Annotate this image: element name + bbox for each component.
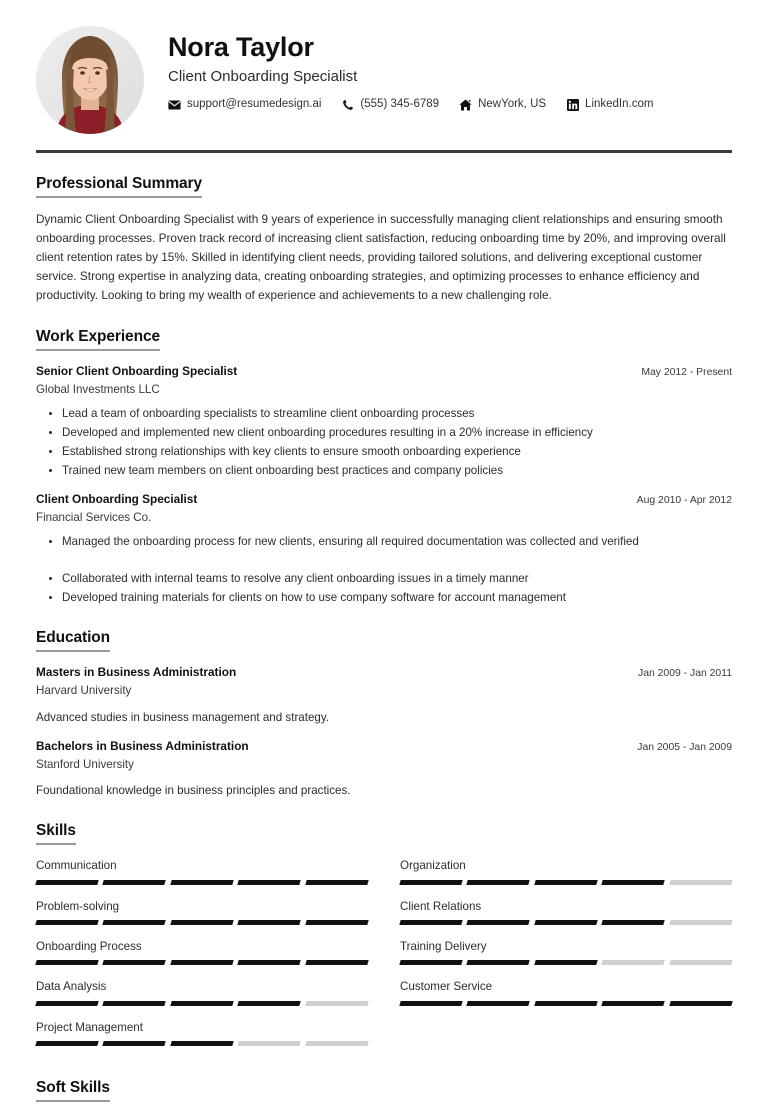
skill-segment-filled (103, 1001, 167, 1006)
education-entry-head (36, 738, 732, 755)
section-education (36, 629, 732, 800)
skill-segment-filled (238, 1001, 302, 1006)
skill-segment-filled (399, 920, 463, 925)
skill-segment-empty (305, 1041, 369, 1046)
skill-segment-filled (305, 920, 369, 925)
home-icon (459, 99, 472, 112)
page-title: Nora Taylor (168, 32, 314, 62)
education-degree: Masters in Business Administration (36, 665, 237, 680)
skill-segment-filled (103, 880, 167, 885)
skill-segment-filled (103, 1041, 167, 1046)
skill-rating-bar (400, 920, 732, 925)
skill-segment-filled (170, 920, 234, 925)
experience-role: Client Onboarding Specialist (36, 491, 198, 506)
list-item: Collaborated with internal teams to resolve any client onboarding issues in a timely manner (62, 570, 732, 588)
section-title-soft-skills: Soft Skills (36, 1079, 110, 1102)
experience-role: Senior Client Onboarding Specialist (36, 363, 238, 378)
skill-segment-filled (534, 960, 598, 965)
header-divider (36, 150, 732, 153)
skill-segment-filled (669, 1001, 733, 1006)
skill-rating-bar (36, 960, 368, 965)
skill-segment-empty (669, 920, 733, 925)
education-description: Advanced studies in business management and strategy. (36, 710, 330, 724)
linkedin-icon (566, 99, 579, 112)
skill-label: Onboarding Process (36, 939, 142, 953)
skill-segment-filled (170, 1041, 234, 1046)
skill-segment-filled (399, 960, 463, 965)
experience-org: Global Investments LLC (36, 382, 160, 396)
skill-segment-filled (467, 880, 531, 885)
contact-linkedin-text: LinkedIn.com (585, 98, 654, 111)
skill-segment-filled (534, 1001, 598, 1006)
resume-header (36, 0, 732, 144)
portrait-photo-icon (36, 26, 144, 134)
skill-segment-filled (399, 1001, 463, 1006)
skill-segment-filled (534, 920, 598, 925)
section-work-experience (36, 328, 732, 608)
skill-rating-bar (36, 1041, 368, 1046)
experience-org: Financial Services Co. (36, 511, 152, 524)
experience-date: May 2012 - Present (641, 366, 732, 378)
contact-location[interactable] (459, 99, 546, 112)
list-item: Managed the onboarding process for new clients, ensuring all required documentation was collected and verified (62, 533, 732, 551)
skill-rating-bar (400, 1001, 732, 1006)
skill-segment-filled (602, 880, 666, 885)
skill-label: Customer Service (400, 980, 493, 994)
skill-segment-filled (103, 960, 167, 965)
skill-item (400, 857, 732, 884)
job-title: Client Onboarding Specialist (168, 68, 358, 86)
skill-segment-filled (602, 1001, 666, 1006)
skill-segment-filled (170, 960, 234, 965)
skill-item (400, 978, 732, 1005)
skill-label: Organization (400, 859, 466, 873)
skill-label: Project Management (36, 1020, 143, 1034)
education-entry (36, 738, 732, 800)
skill-segment-filled (534, 880, 598, 885)
phone-icon (341, 99, 354, 112)
experience-bullet-list (36, 533, 732, 607)
list-item: Trained new team members on client onboarding best practices and company policies (62, 462, 732, 480)
skill-segment-filled (305, 960, 369, 965)
skill-rating-bar (400, 960, 732, 965)
skill-item (36, 1019, 368, 1046)
skill-item (36, 978, 368, 1005)
education-date: Jan 2009 - Jan 2011 (638, 668, 732, 680)
skill-segment-filled (35, 960, 99, 965)
skill-segment-filled (170, 1001, 234, 1006)
skill-label: Data Analysis (36, 980, 107, 994)
skill-segment-filled (467, 960, 531, 965)
header-text-block (144, 26, 732, 112)
education-school: Harvard University (36, 684, 132, 698)
skill-item (400, 938, 732, 965)
skills-column-left (36, 857, 368, 1059)
skill-segment-filled (35, 920, 99, 925)
contact-list (168, 99, 732, 112)
skill-segment-empty (602, 960, 666, 965)
experience-entry-head (36, 363, 732, 380)
section-title-education: Education (36, 629, 110, 652)
avatar (36, 26, 144, 134)
experience-entry-head (36, 491, 732, 508)
envelope-icon (168, 99, 181, 112)
skill-segment-filled (399, 880, 463, 885)
skill-item (36, 898, 368, 925)
skill-item (36, 938, 368, 965)
education-date: Jan 2005 - Jan 2009 (637, 741, 732, 753)
education-entry-head (36, 664, 732, 681)
skill-segment-empty (669, 960, 733, 965)
skill-segment-filled (238, 920, 302, 925)
skill-label: Training Delivery (400, 939, 487, 953)
skills-grid (36, 857, 732, 1059)
section-professional-summary (36, 175, 732, 306)
skill-label: Client Relations (400, 899, 482, 913)
skill-rating-bar (36, 880, 368, 885)
professional-summary-text: Dynamic Client Onboarding Specialist with 9 years of experience in successfully managing client relationships and ensuring smooth onboarding processes. Proven track record of increasing client satisfaction, reducing onboarding time by 20%, and improving overall client retention rates by 15%. Skilled in identifying client needs, providing tailored solutions, and delivering exceptional customer service. Strong expertise in analyzing data, creating onboarding strategies, and optimizing processes to enhance efficiency and productivity. Looking to bring my wealth of experience and achievements to a new challenging role. (36, 212, 726, 303)
skill-segment-empty (305, 1001, 369, 1006)
list-item: Lead a team of onboarding specialists to streamline client onboarding processes (62, 405, 732, 423)
skill-label: Problem-solving (36, 899, 120, 913)
skill-segment-filled (467, 1001, 531, 1006)
section-title-professional-summary: Professional Summary (36, 175, 202, 198)
skill-segment-filled (602, 920, 666, 925)
contact-email[interactable] (168, 99, 321, 112)
list-item: Established strong relationships with key clients to ensure smooth onboarding experience (62, 443, 732, 461)
list-item: Developed training materials for clients on how to use company software for account management (62, 589, 732, 607)
education-description: Foundational knowledge in business principles and practices. (36, 784, 351, 798)
skill-item (400, 898, 732, 925)
skill-segment-filled (467, 920, 531, 925)
contact-location-text: NewYork, US (478, 98, 547, 111)
section-soft-skills (36, 1079, 732, 1114)
experience-date: Aug 2010 - Apr 2012 (636, 494, 732, 506)
skill-segment-empty (238, 1041, 302, 1046)
skill-segment-filled (35, 880, 99, 885)
contact-linkedin[interactable] (566, 99, 653, 112)
contact-email-text: support@resumedesign.ai (187, 98, 322, 111)
skill-rating-bar (400, 880, 732, 885)
education-school: Stanford University (36, 757, 134, 771)
skill-segment-filled (305, 880, 369, 885)
skill-rating-bar (36, 1001, 368, 1006)
skill-segment-filled (238, 880, 302, 885)
skills-column-right (400, 857, 732, 1059)
skill-rating-bar (36, 920, 368, 925)
section-title-work-experience: Work Experience (36, 328, 160, 351)
skill-segment-filled (238, 960, 302, 965)
skill-label: Communication (36, 859, 117, 873)
skill-item (36, 857, 368, 884)
skill-segment-filled (35, 1041, 99, 1046)
skill-segment-filled (170, 880, 234, 885)
contact-phone-text: (555) 345-6789 (360, 98, 440, 111)
experience-entry (36, 363, 732, 480)
education-entry (36, 664, 732, 726)
section-skills (36, 822, 732, 1059)
skill-segment-filled (103, 920, 167, 925)
education-degree: Bachelors in Business Administration (36, 738, 249, 753)
contact-phone[interactable] (341, 99, 439, 112)
section-title-skills: Skills (36, 822, 76, 845)
experience-entry (36, 491, 732, 607)
experience-bullet-list (36, 405, 732, 480)
skill-segment-filled (35, 1001, 99, 1006)
list-item: Developed and implemented new client onboarding procedures resulting in a 20% increase in efficiency (62, 424, 732, 442)
skill-segment-empty (669, 880, 733, 885)
